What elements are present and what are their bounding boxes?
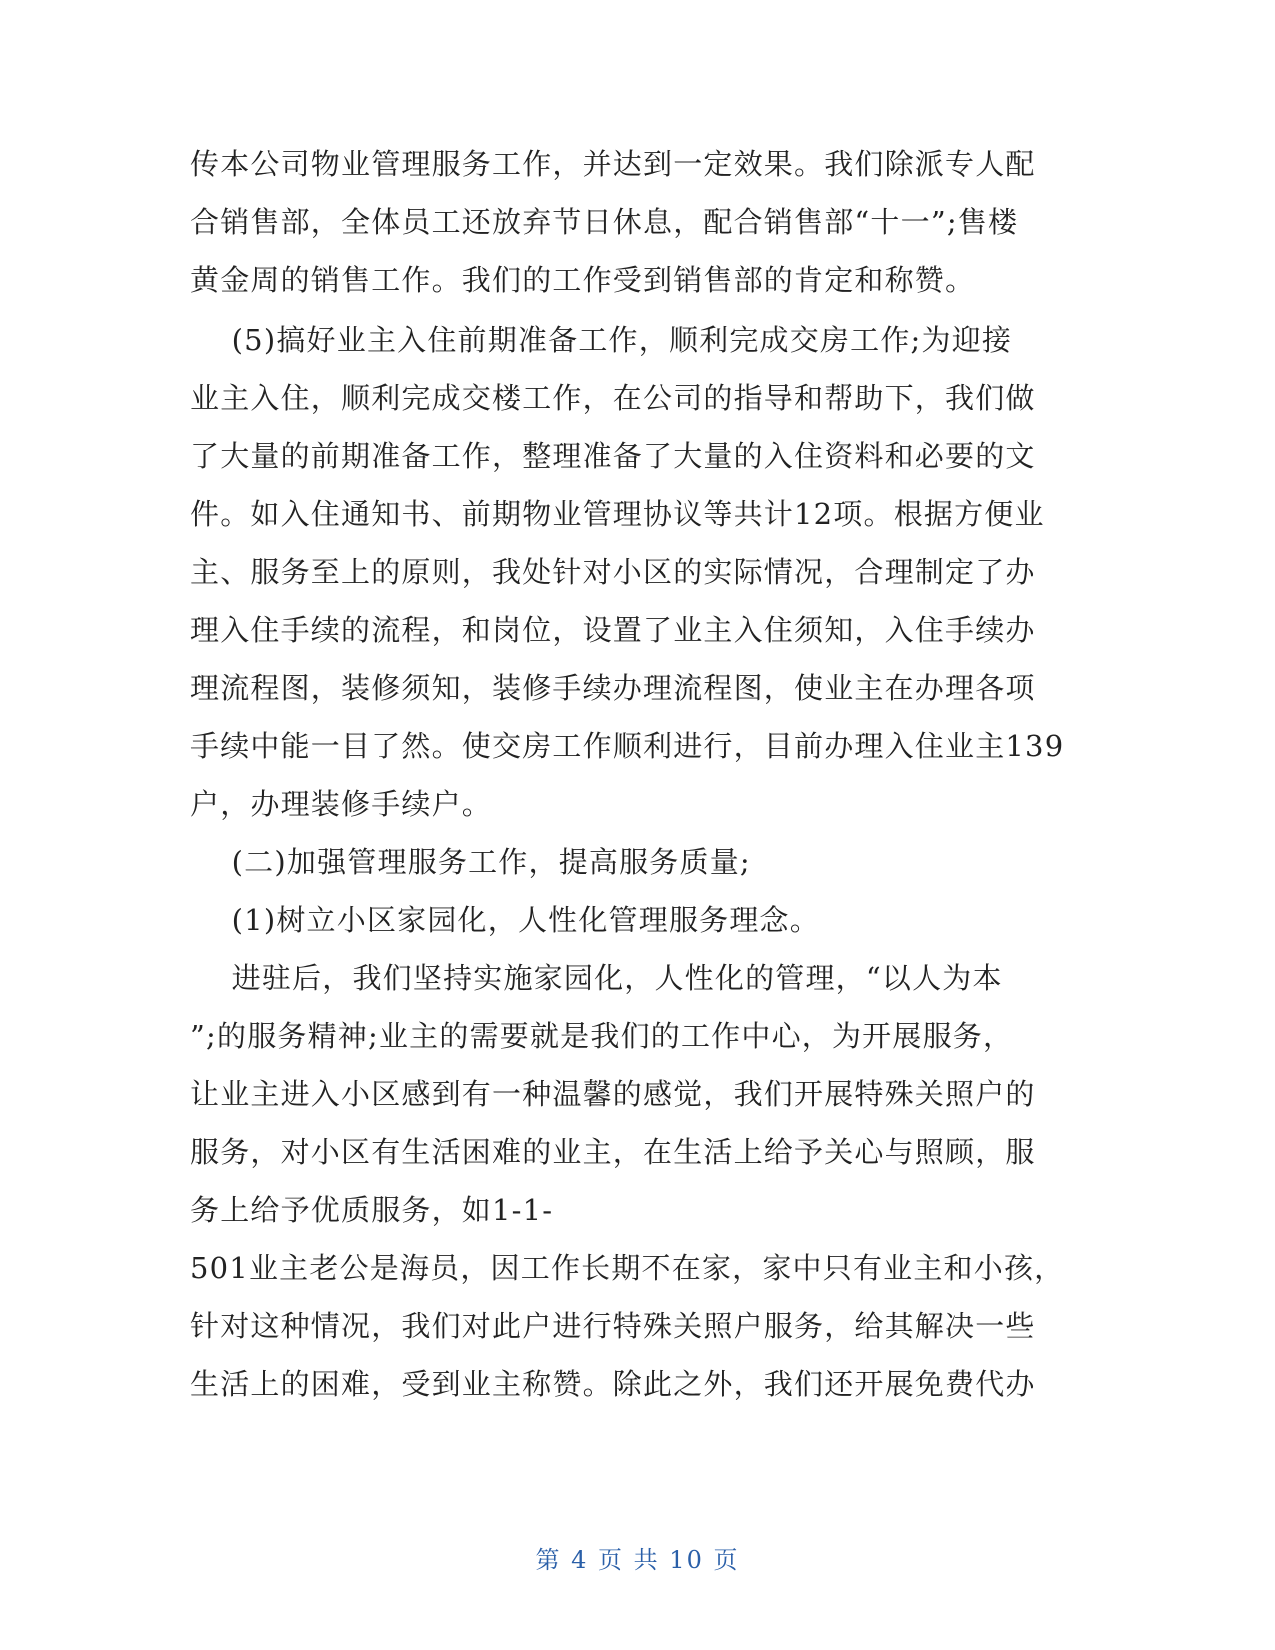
- text-line: 理流程图，装修须知，装修手续办理流程图，使业主在办理各项: [190, 671, 1036, 705]
- text-line: 理入住手续的流程，和岗位，设置了业主入住须知，入住手续办: [190, 613, 1036, 647]
- text-line: 进驻后，我们坚持实施家园化，人性化的管理，“以人为本: [190, 961, 1003, 995]
- text-line: 户，办理装修手续户。: [190, 787, 493, 821]
- text-line: 务上给予优质服务，如1-1-: [190, 1193, 554, 1227]
- text-line: 让业主进入小区感到有一种温馨的感觉，我们开展特殊关照户的: [190, 1077, 1036, 1111]
- text-line: 针对这种情况，我们对此户进行特殊关照户服务，给其解决一些: [190, 1309, 1036, 1343]
- text-line: 手续中能一目了然。使交房工作顺利进行，目前办理入住业主139: [190, 729, 1065, 763]
- text-line: 服务，对小区有生活困难的业主，在生活上给予关心与照顾，服: [190, 1135, 1036, 1169]
- text-line: 合销售部，全体员工还放弃节日休息，配合销售部“十一”;售楼: [190, 205, 1019, 239]
- text-line: 黄金周的销售工作。我们的工作受到销售部的肯定和称赞。: [190, 263, 976, 297]
- text-line: 业主入住，顺利完成交楼工作，在公司的指导和帮助下，我们做: [190, 381, 1036, 415]
- text-line: 主、服务至上的原则，我处针对小区的实际情况，合理制定了办: [190, 555, 1036, 589]
- text-line: 传本公司物业管理服务工作，并达到一定效果。我们除派专人配: [190, 147, 1036, 181]
- text-line: 件。如入住通知书、前期物业管理协议等共计12项。根据方便业: [190, 497, 1045, 531]
- page-number-footer: 第 4 页 共 10 页: [535, 1546, 740, 1574]
- text-line: (5)搞好业主入住前期准备工作，顺利完成交房工作;为迎接: [190, 323, 1013, 357]
- text-line: ”;的服务精神;业主的需要就是我们的工作中心，为开展服务，: [190, 1019, 1014, 1053]
- text-line: 生活上的困难，受到业主称赞。除此之外，我们还开展免费代办: [190, 1367, 1036, 1401]
- text-line: 501业主老公是海员，因工作长期不在家，家中只有业主和小孩，: [190, 1251, 1065, 1285]
- text-line: (1)树立小区家园化，人性化管理服务理念。: [190, 903, 820, 937]
- text-line: (二)加强管理服务工作，提高服务质量;: [190, 845, 751, 879]
- text-line: 了大量的前期准备工作，整理准备了大量的入住资料和必要的文: [190, 439, 1036, 473]
